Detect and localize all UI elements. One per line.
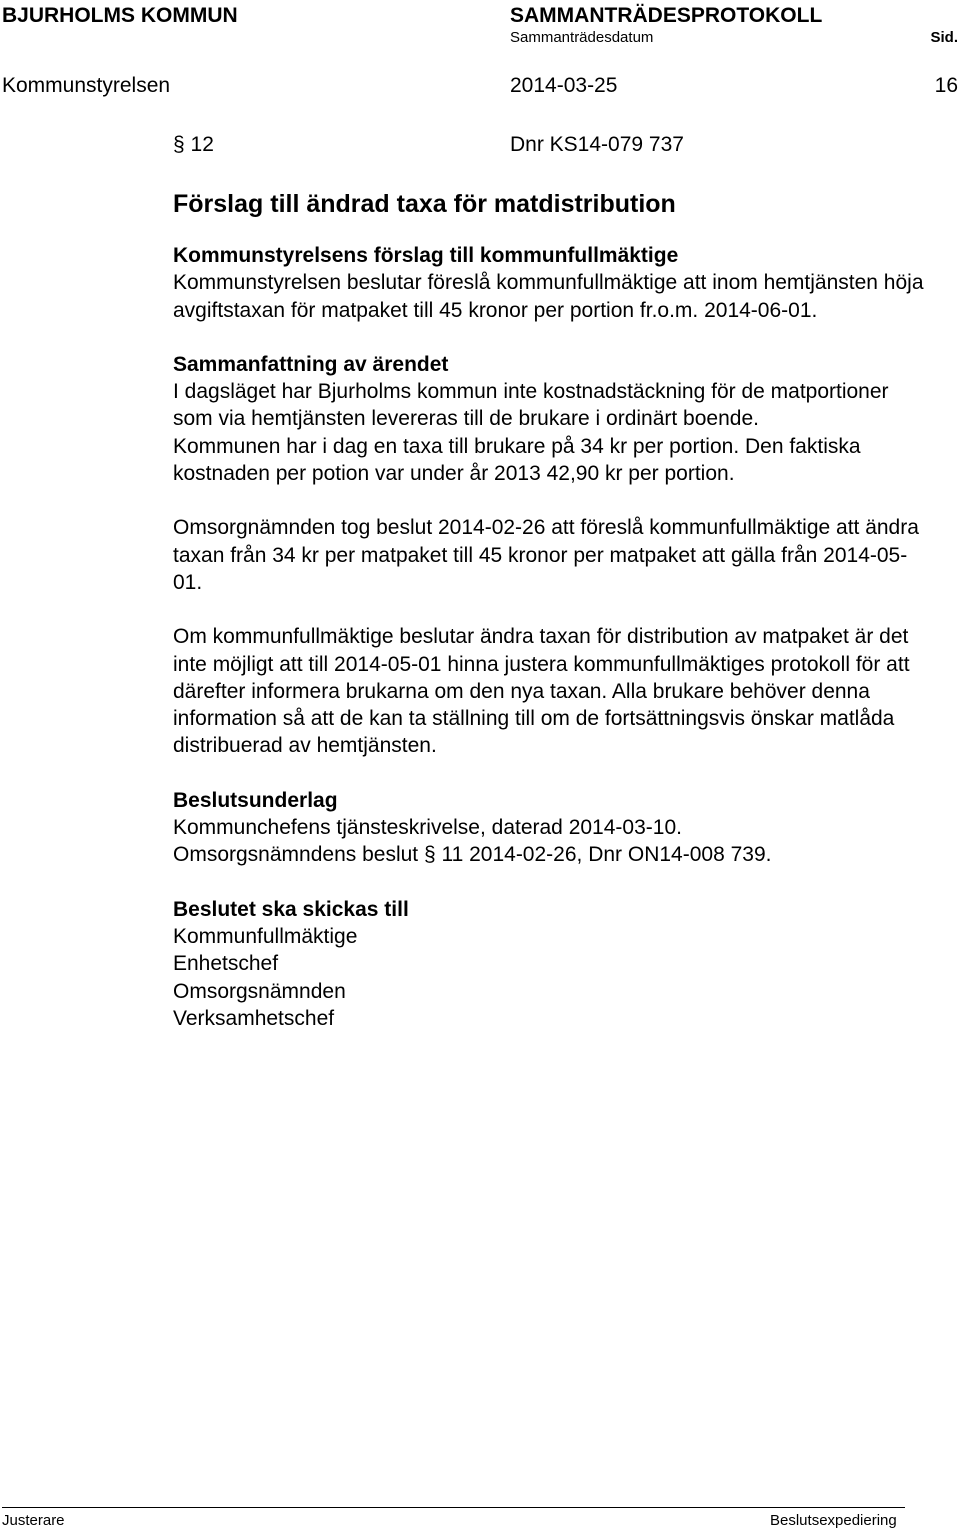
list-item: Kommunchefens tjänsteskrivelse, daterad 2014-03-10. [173,816,682,840]
list-item: Omsorgsnämndens beslut § 11 2014-02-26, Dnr ON14-008 739. [173,843,772,867]
header-date: 2014-03-25 [510,74,618,97]
summary-heading: Sammanfattning av ärendet [173,352,449,376]
section-number: § 12 [173,133,214,156]
header-page-label: Sid. [930,29,958,46]
list-item: Verksamhetschef [173,1006,335,1030]
footer-beslutsexpediering: Beslutsexpediering [770,1512,897,1529]
footer-justerare: Justerare [2,1512,65,1529]
list-item: Omsorgsnämnden [173,979,346,1003]
header-body: Kommunstyrelsen [2,74,171,97]
case-number: Dnr KS14-079 737 [510,133,684,156]
item-title: Förslag till ändrad taxa för matdistribution [173,190,676,218]
proposal-heading: Kommunstyrelsens förslag till kommunfullmäktige [173,244,679,267]
recipients-list [173,923,933,1032]
header-organization: BJURHOLMS KOMMUN [2,4,238,27]
summary-paragraph: Om kommunfullmäktige beslutar ändra taxan för distribution av matpaket är det inte möjligt att till 2014-05-01 hinna justera kommunfullmäktiges protokoll för att därefter informera brukarna om den nya taxan. Alla brukare behöver denna information så att de kan ta ställning till om de fortsättningsvis önskar matlåda distribuerad av hemtjänsten. [173,625,910,758]
basis-list [173,814,933,869]
summary-paragraph: I dagsläget har Bjurholms kommun inte kostnadstäckning för de matportioner som via hemtjänsten levereras till de brukare i ordinärt boende. [173,380,889,431]
proposal-text: Kommunstyrelsen beslutar föreslå kommunfullmäktige att inom hemtjänsten höja avgiftstaxan för matpaket till 45 kronor per portion fr.o.m. 2014-06-01. [173,271,924,322]
list-item: Enhetschef [173,952,279,976]
header-page-number: 16 [934,74,958,97]
summary-paragraph: Omsorgnämnden tog beslut 2014-02-26 att föreslå kommunfullmäktige att ändra taxan från 34 kr per matpaket till 45 kronor per matpaket att gälla från 2014-05-01. [173,516,919,594]
header-date-label: Sammanträdesdatum [510,29,654,46]
list-item: Kommunfullmäktige [173,924,358,948]
header-document-type: SAMMANTRÄDESPROTOKOLL [510,4,823,27]
basis-heading: Beslutsunderlag [173,788,338,812]
summary-paragraph: Kommunen har i dag en taxa till brukare på 34 kr per portion. Den faktiska kostnaden per potion var under år 2013 42,90 kr per portion. [173,434,861,486]
recipients-heading: Beslutet ska skickas till [173,897,409,921]
document-content [173,188,933,1032]
footer-divider [2,1507,905,1508]
